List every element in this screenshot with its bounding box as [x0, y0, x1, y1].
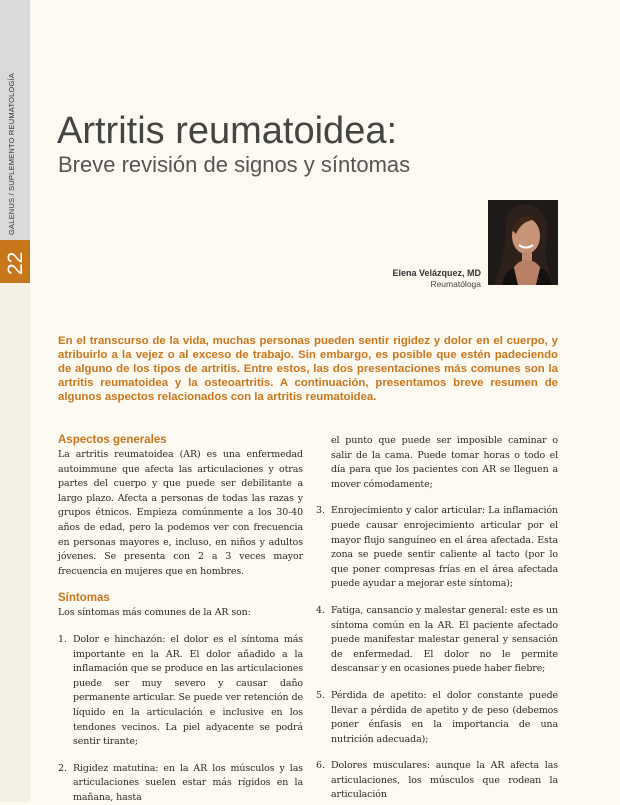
section-heading-symptoms: Síntomas	[58, 592, 110, 605]
article-subtitle: Breve revisión de signos y síntomas	[58, 152, 411, 177]
author-portrait-icon	[488, 200, 558, 285]
list-item-number: 4.	[316, 604, 326, 616]
list-item	[58, 762, 303, 805]
list-item-number: 5.	[316, 689, 326, 701]
list-item	[316, 689, 558, 747]
symptom-list-continued	[316, 434, 558, 803]
symptom-list	[58, 633, 303, 805]
right-column	[316, 434, 558, 803]
list-item-number: 6.	[316, 760, 326, 772]
list-item-text: Pérdida de apetito: el dolor constante puede llevar a pérdida de apetito y de peso (debemos poner énfasis en la importancia de una nutrición adecuada);	[331, 689, 558, 745]
author-photo	[488, 200, 558, 285]
list-item-text: Rigidez matutina: en la AR los músculos y las articulaciones suelen estar más rígidos en la mañana, hasta	[73, 762, 303, 803]
intro-paragraph: En el transcurso de la vida, muchas personas pueden sentir rigidez y dolor en el cuerpo, y atribuirlo a la vejez o al exceso de trabajo. Sin embargo, es posible que estén padeciendo de alguno de los tipos de artritis. Entre estos, las dos presentaciones más comunes son la artritis reumatoidea y la osteoartritis. A continuación, presentamos breve resumen de algunos aspectos relacionados con la artritis reumatoidea.	[58, 335, 558, 403]
list-item-text: Dolores musculares: aunque la AR afecta las articulaciones, los músculos que rodean la articulación	[331, 760, 558, 801]
list-item	[58, 633, 303, 750]
author-name: Elena Velázquez, MD	[392, 268, 481, 278]
general-paragraph: La artritis reumatoidea (AR) es una enfermedad autoimmune que afecta las articulaciones y otras partes del cuerpo y que puede ser debilitante a largo plazo. Afecta a personas de todas las razas y grupos étnicos. Empieza comúnmente a los 30-40 años de edad, pero la podemos ver con frecuencia en personas mayores e, incluso, en niños y adultos jóvenes. Se presenta con 2 a 3 veces mayor frecuencia en mujeres que en hombres.	[58, 449, 303, 577]
section-heading-general: Aspectos generales	[58, 434, 167, 446]
journal-section-label: GALENUS / SUPLEMENTO REUMATOLOGÍA	[7, 72, 16, 235]
list-item-number: 3.	[316, 505, 326, 517]
list-item-number	[316, 434, 331, 492]
list-item-number: 1.	[58, 633, 68, 645]
author-role: Reumatóloga	[430, 279, 481, 289]
list-item-text: Fatiga, cansancio y malestar general: este es un síntoma común en la AR. El paciente afectado puede manifestar malestar general y sensación de enfermedad. El dolor no le permite descansar y en ocasiones puede haber fiebre;	[331, 604, 558, 675]
symptoms-intro: Los síntomas más comunes de la AR son:	[58, 607, 251, 619]
left-column	[58, 433, 303, 805]
list-item-number: 2.	[58, 762, 68, 774]
list-item-text: el punto que puede ser imposible caminar o salir de la cama. Puede tomar horas o todo el día para que los pacientes con AR se lleguen a mover cómodamente;	[331, 435, 558, 490]
list-item-text: Enrojecimiento y calor articular: La inflamación puede causar enrojecimiento articular por el mayor flujo sanguíneo en el área afectada. Esta zona se puede sentir caliente al tacto (por lo que poner compresas frías en el área afectada puede ayudar a mejorar este síntoma);	[331, 505, 558, 590]
list-item	[316, 504, 558, 592]
page-number: 22	[4, 251, 27, 275]
list-item	[316, 604, 558, 677]
author-byline	[392, 268, 481, 290]
list-item	[316, 434, 558, 492]
list-item-text: Dolor e hinchazón: el dolor es el síntoma más importante en la AR. El dolor añadido a la inflamación que se produce en las articulaciones puede ser muy severo y causar daño permanente articular. Se puede ver retención de líquido en la articulación e inclusive en los tendones vecinos. La piel adyacente se podrá sentir tirante;	[73, 633, 303, 748]
list-item	[316, 759, 558, 803]
article-title: Artritis reumatoidea:	[57, 110, 398, 152]
